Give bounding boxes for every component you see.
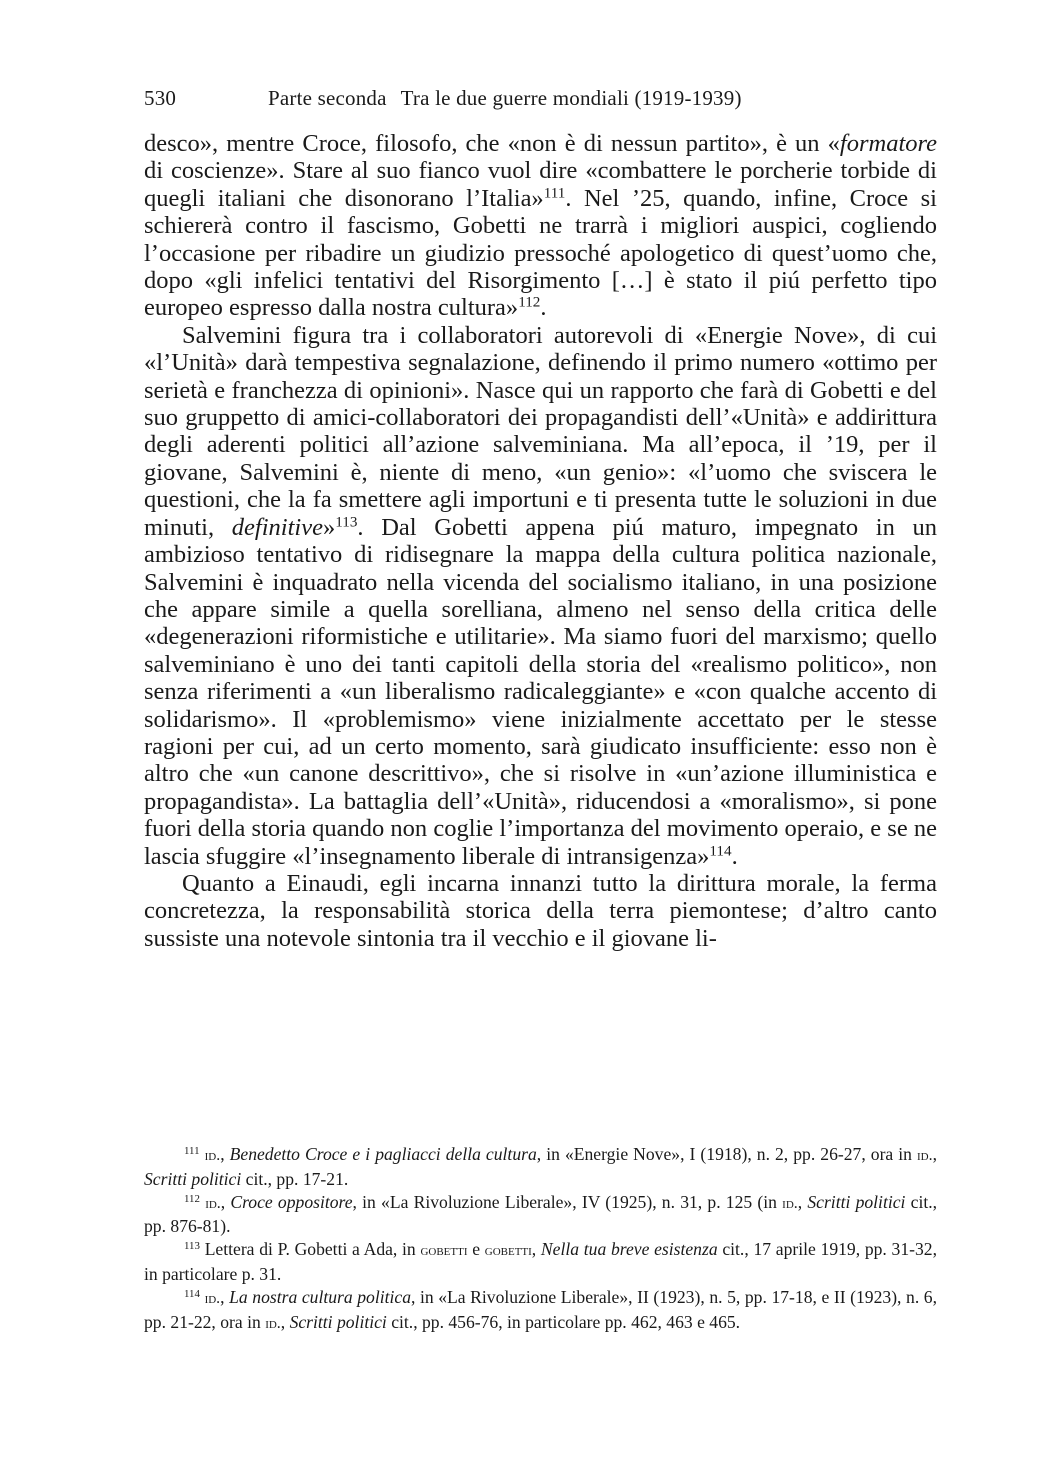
footnote-ref: 114	[184, 1287, 200, 1300]
footnote	[144, 1286, 937, 1336]
text-run: di coscienze». Stare al suo fianco vuol dire «combattere le porcherie torbide di quegli italiani che disonorano l’Italia»	[144, 157, 937, 212]
page-number: 530	[144, 86, 177, 110]
footnote	[144, 1143, 937, 1191]
italic-text: Scritti politici	[144, 1168, 242, 1189]
footnote	[144, 1191, 937, 1239]
footnote-ref: 112	[518, 294, 541, 312]
text-run: e	[467, 1239, 485, 1260]
author-abbrev: gobetti	[420, 1242, 468, 1260]
footnote	[144, 1238, 937, 1286]
text-run: ,	[531, 1239, 541, 1260]
paragraph	[144, 322, 937, 870]
footnote-ref: 113	[335, 513, 358, 531]
author-abbrev: id.	[265, 1314, 281, 1332]
footnote-ref: 111	[543, 184, 566, 202]
text-run: .	[731, 842, 738, 870]
text-run: ,	[220, 1144, 230, 1164]
paragraph	[144, 130, 937, 322]
footnote-ref: 114	[709, 842, 732, 860]
text-run: .	[540, 294, 547, 322]
paragraph	[144, 870, 937, 952]
text-run: , in «La Rivoluzione Liberale», II (1923), n. 5, pp. 17-18, e II (1923), n. 6, pp. 21-22, ora in	[144, 1286, 938, 1332]
italic-text: Scritti politici	[807, 1191, 906, 1212]
text-run: . Nel ’25, quando, infine, Croce si schiererà contro il fascismo, Gobetti ne trarrà i migliori auspici, cogliendo l’occasione per ribadire un giudizio pressoché apologetico di quest’uomo che, dopo «gli infelici tentativi del Risorgimento […] è stato il piú perfetto tipo europeo espresso dalla nostra cultura»	[144, 184, 937, 322]
footnotes	[144, 1143, 937, 1335]
text-run: cit., pp. 17-21.	[241, 1168, 349, 1189]
italic-text: formatore	[839, 130, 937, 157]
italic-text: Benedetto Croce e i pagliacci della cultura	[229, 1144, 537, 1164]
running-header	[144, 84, 944, 112]
italic-text: definitive	[231, 513, 323, 541]
text-run: »	[322, 513, 336, 541]
text-run: Salvemini figura tra i collaboratori autorevoli di «Energie Nove», di cui «l’Unità» darà tempestiva segnalazione, definendo il primo numero «ottimo per serietà e franchezza di opinioni». Nasce qui un rapporto che farà di Gobetti e del suo gruppetto di amici-collaboratori dei propagandisti dell’«Unità» e addirittura degli aderenti politici all’azione salveminiana. Ma all’epoca, il ’19, per il giovane, Salvemini è, niente di meno, «un genio»: «l’uomo che sviscera le questioni, che la fa smettere agli importuni e ti presenta tutte le soluzioni in due minuti,	[144, 321, 937, 541]
text-run: ,	[797, 1191, 808, 1212]
footnote-ref: 111	[184, 1145, 200, 1157]
text-run: desco», mentre Croce, filosofo, che «non è di nessun partito», è un «	[144, 130, 840, 157]
text-run: cit., pp. 876-81).	[144, 1191, 938, 1237]
footnote-ref: 112	[184, 1192, 200, 1205]
text-run: cit., 17 aprile 1919, pp. 31-32, in particolare p. 31.	[144, 1239, 937, 1284]
text-run: Lettera di P. Gobetti a Ada, in	[199, 1239, 421, 1260]
text-run: . Dal Gobetti appena piú maturo, impegnato in un ambizioso tentativo di ridisegnare la mappa della cultura politica nazionale, Salvemini è inquadrato nella vicenda del socialismo italiano, in una posizione che appare simile a quella sorelliana, almeno nel senso della critica delle «degenerazioni riformistiche e utilitarie». Ma siamo fuori del marxismo; quello salveminiano è uno dei tanti capitoli della storia del «realismo politico», non senza riferimenti a «un liberalismo radicaleggiante» e «con qualche accento di solidarismo». Il «problemismo» viene inizialmente accettato per le stesse ragioni per cui, ad un certo momento, sarà giudicato insufficiente: esso non è altro che «un canone descrittivo», che si risolve in «un’azione illuministica e propagandista». La battaglia dell’«Unità», riducendosi a «moralismo», si pone fuori della storia quando non coglie l’importanza del movimento operaio, e se ne lascia sfuggire «l’insegnamento liberale di intransigenza»	[144, 513, 937, 870]
text-run: , in «La Rivoluzione Liberale», IV (1925), n. 31, p. 125 (in	[352, 1191, 783, 1212]
author-abbrev: id.	[782, 1194, 798, 1212]
italic-text: Nella tua breve esistenza	[540, 1239, 718, 1260]
author-abbrev: gobetti	[484, 1242, 532, 1260]
author-abbrev: id.	[204, 1289, 221, 1307]
text-run: ,	[932, 1144, 937, 1164]
italic-text: La nostra cultura politica	[229, 1286, 411, 1307]
chapter-title: Tra le due guerre mondiali (1919-1939)	[400, 86, 742, 110]
text-run: cit., pp. 456-76, in particolare pp. 462, 463 e 465.	[386, 1311, 741, 1332]
footnote-ref: 113	[184, 1240, 200, 1253]
italic-text: Croce oppositore	[230, 1191, 353, 1212]
author-abbrev: id.	[205, 1194, 221, 1212]
author-abbrev: id.	[204, 1147, 221, 1164]
author-abbrev: id.	[917, 1147, 933, 1164]
section-label: Parte seconda	[268, 86, 387, 110]
text-run: ,	[280, 1311, 290, 1332]
italic-text: Scritti politici	[289, 1311, 387, 1332]
text-run: ,	[220, 1286, 230, 1307]
text-run: ,	[220, 1191, 231, 1212]
text-run: , in «Energie Nove», I (1918), n. 2, pp. 26-27, ora in	[536, 1144, 918, 1164]
main-text	[144, 130, 937, 952]
text-run: Quanto a Einaudi, egli incarna innanzi tutto la dirittura morale, la ferma concretezza, la responsabilità storica della terra piemontese; d’altro canto sussiste una notevole sintonia tra il vecchio e il giovane li-	[144, 869, 937, 952]
